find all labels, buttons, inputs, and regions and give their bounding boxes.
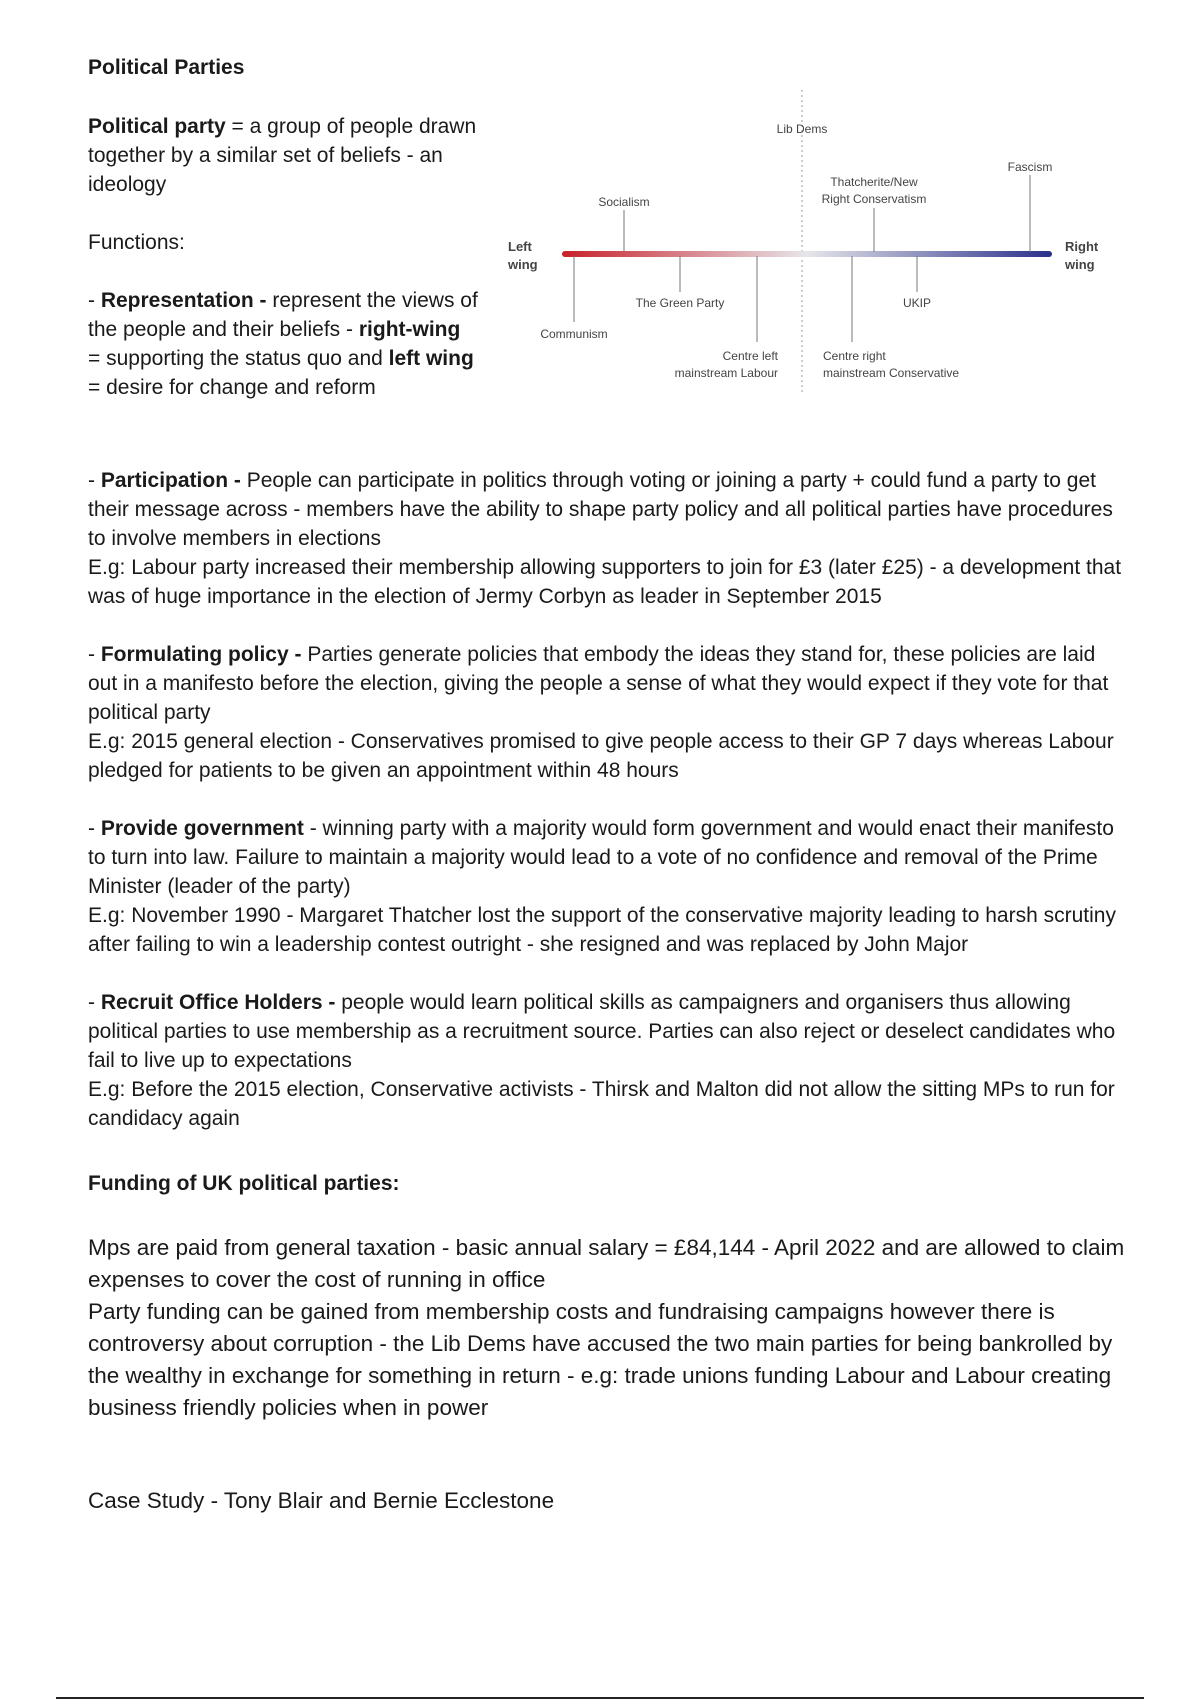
socialism-label: Socialism bbox=[598, 195, 650, 209]
functions-label: Functions: bbox=[88, 231, 185, 254]
intro-block bbox=[88, 112, 478, 402]
ukip-label: UKIP bbox=[902, 296, 932, 310]
case-study-heading: Case Study - Tony Blair and Bernie Ecclestone bbox=[88, 1488, 555, 1513]
page-title: Political Parties bbox=[88, 56, 245, 79]
definition-term: Political party bbox=[88, 115, 226, 138]
right-wing-term: right-wing bbox=[358, 318, 461, 341]
right-wing-label-line1: Right bbox=[1065, 239, 1099, 254]
representation-label: Representation - bbox=[100, 289, 267, 312]
government-example: E.g: November 1990 - Margaret Thatcher lost the support of the conservative majority leading to harsh scrutiny after failing to win a leadership contest outright - she resigned and was replaced by John Major bbox=[88, 904, 1116, 956]
policy-label: Formulating policy - bbox=[100, 643, 302, 666]
left-wing-label-line2: wing bbox=[508, 257, 538, 272]
participation-example: E.g: Labour party increased their membership allowing supporters to join for £3 (later £25) - a development that was of huge importance in the election of Jermy Corbyn as leader in September 2015 bbox=[88, 556, 1122, 608]
left-wing-term: left wing bbox=[388, 347, 474, 370]
lib-dems-label: Lib Dems bbox=[776, 122, 828, 136]
funding-controversy-paragraph: Party funding can be gained from membership costs and fundraising campaigns however there is controversy about corruption - the Lib Dems have accused the two main parties for being bankrolled by the wealthy in exchange for something in return - e.g: trade unions funding Labour and Labour creating business friendly policies when in power bbox=[88, 1299, 1113, 1420]
representation-paragraph: - Representation - represent the views of the people and their beliefs - right-wing = supporting the status quo and left wing = desire for change and reform bbox=[88, 289, 478, 399]
political-party-definition bbox=[88, 112, 478, 199]
recruit-example: E.g: Before the 2015 election, Conservative activists - Thirsk and Malton did not allow the sitting MPs to run for candidacy again bbox=[88, 1078, 1115, 1130]
funding-salary-paragraph: Mps are paid from general taxation - basic annual salary = £84,144 - April 2022 and are allowed to claim expenses to cover the cost of running in office bbox=[88, 1235, 1125, 1292]
government-paragraph: - Provide government - winning party with a majority would form government and would enact their manifesto to turn into law. Failure to maintain a majority would lead to a vote of no confidence and removal of the Prime Minister (leader of the party) bbox=[88, 817, 1114, 898]
funding-title: Funding of UK political parties: bbox=[88, 1172, 400, 1195]
participation-paragraph: - Participation - People can participate in politics through voting or joining a party + could fund a party to get their message across - members have the ability to shape party policy and all political parties have procedures to involve members in elections bbox=[88, 469, 1113, 550]
thatcherite-label-line2: Right Conservatism bbox=[821, 192, 927, 206]
centre-left-label-line1: Centre left bbox=[722, 349, 778, 363]
participation-label: Participation - bbox=[100, 469, 241, 492]
green-party-label: The Green Party bbox=[635, 296, 725, 310]
right-wing-label-line2: wing bbox=[1065, 257, 1095, 272]
policy-example: E.g: 2015 general election - Conservatives promised to give people access to their GP 7 days whereas Labour pledged for patients to be given an appointment within 48 hours bbox=[88, 730, 1114, 782]
funding-block bbox=[88, 1232, 1128, 1424]
definition-text: = a group of people drawn together by a similar set of beliefs - an ideology bbox=[88, 115, 477, 196]
recruit-paragraph: - Recruit Office Holders - people would learn political skills as campaigners and organisers thus allowing political parties to use membership as a recruitment source. Parties can also reject or deselect candidates who fail to live up to expectations bbox=[88, 991, 1116, 1072]
centre-right-label-line2: mainstream Conservative bbox=[823, 366, 960, 380]
communism-label: Communism bbox=[540, 327, 608, 341]
policy-paragraph: - Formulating policy - Parties generate policies that embody the ideas they stand for, these policies are laid out in a manifesto before the election, giving the people a sense of what they would expect if they vote for that political party bbox=[88, 643, 1109, 724]
left-wing-label-line1: Left bbox=[508, 239, 532, 254]
centre-right-label-line1: Centre right bbox=[823, 349, 886, 363]
political-spectrum-diagram bbox=[500, 80, 1120, 400]
functions-body bbox=[88, 466, 1128, 1133]
government-label: Provide government bbox=[100, 817, 304, 840]
spectrum-bar bbox=[562, 251, 1052, 257]
bottom-divider bbox=[56, 1697, 1144, 1699]
thatcherite-label-line1: Thatcherite/New bbox=[830, 175, 918, 189]
centre-left-label-line2: mainstream Labour bbox=[674, 366, 778, 380]
fascism-label: Fascism bbox=[1007, 160, 1053, 174]
recruit-label: Recruit Office Holders - bbox=[100, 991, 336, 1014]
